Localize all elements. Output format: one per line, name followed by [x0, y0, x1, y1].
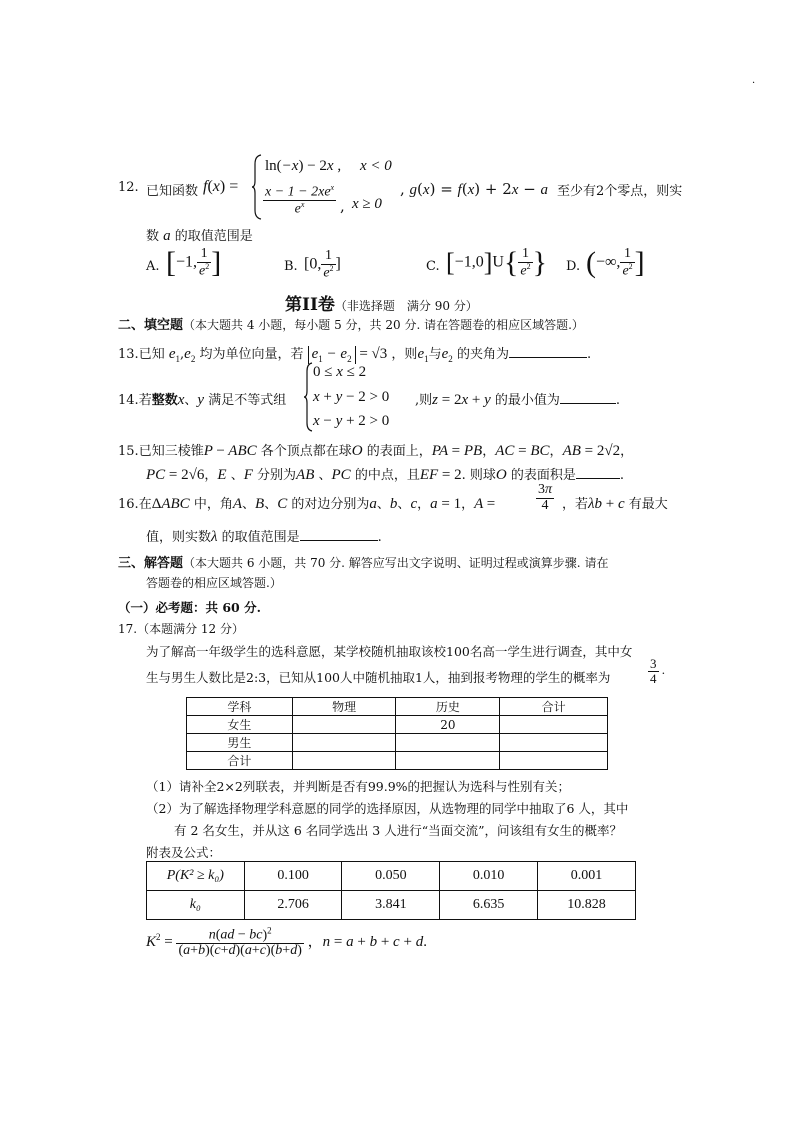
q14-ineq3: x − y + 2 > 0: [313, 413, 390, 429]
section-3-desc: （本大题共 6 小题，共 70 分. 解答应写出文字说明、证明过程或演算步骤. 请在: [183, 556, 609, 570]
q12-piece1: ln(−x) − 2x ,: [265, 158, 342, 174]
table-header-cell: 物理: [292, 698, 396, 716]
critical-value-row: [147, 891, 636, 920]
row-label-cell: 女生: [187, 716, 293, 734]
section-2-label: 二、填空题: [118, 318, 184, 333]
q12-option-d: (−∞, $\frac{1}{e^2}$ ]: [586, 245, 645, 279]
table-cell: [396, 752, 500, 770]
q12-option-a: [−1, $\frac{1}{e^2}$ ]: [166, 245, 222, 279]
header-mark: ·: [752, 78, 756, 89]
q12-number: 12.: [118, 180, 139, 195]
table-cell: 0.001: [538, 862, 636, 891]
part2-subtitle: （非选择题 满分 90 分）: [334, 299, 478, 313]
table-cell: 6.635: [440, 891, 538, 920]
q17-sub2a: （2）为了解选择物理学科意愿的同学的选择原因，从选物理的同学中抽取了6 人，其中: [146, 801, 629, 816]
q12-option-b: [0, $\frac{1}{e^2}$ ]: [304, 248, 341, 281]
q13-text3: ，则: [391, 347, 418, 362]
q12-option-b-label: B.: [284, 259, 298, 274]
section-2-desc: （本大题共 4 小题，每小题 5 分，共 20 分. 请在答题卷的相应区域答题.）: [183, 318, 584, 332]
q12-option-c: [−1,0]U{ $\frac{1}{e^2}$ }: [446, 245, 547, 279]
q16-line2: 值，则实数λ 的取值范围是 .: [146, 529, 382, 545]
q13-answer-blank[interactable]: [509, 357, 587, 358]
table-cell: [500, 716, 608, 734]
part2-title: 第II卷: [285, 295, 335, 315]
table-cell: [500, 734, 608, 752]
q13-text2: 均为单位向量，若: [199, 347, 304, 362]
table-cell: [292, 734, 396, 752]
row-label-cell: 合计: [187, 752, 293, 770]
q12-brace-icon: [251, 154, 263, 220]
required-heading: （一）必考题：共 60 分.: [118, 600, 261, 615]
table-cell: [292, 716, 396, 734]
q14-ineq2: x + y − 2 > 0: [313, 389, 390, 405]
q13-text4: 与: [428, 347, 442, 362]
section-3-header: [118, 552, 608, 571]
q17-sub1: （1）请补全2×2列联表，并判断是否有99.9%的把握认为选科与性别有关；: [146, 779, 571, 794]
section-3-label: 三、解答题: [118, 556, 184, 571]
q14-ineq1: 0 ≤ x ≤ 2: [313, 364, 367, 380]
question-13: 13.已知 $e_1,e_2$ 均为单位向量，若 $e_1 - e_2 = √3$ ，则$e_1$与$e_2$ 的夹角为 .: [118, 346, 592, 364]
table-row-head: k₀: [147, 891, 245, 920]
row-label-cell: 男生: [187, 734, 293, 752]
table-cell: 10.828: [538, 891, 636, 920]
table-row: [187, 752, 608, 770]
q14-answer-blank[interactable]: [560, 403, 616, 404]
q13-text5: 的夹角为: [456, 347, 509, 362]
q17-para2: 生与男生人数比是2:3，已知从100人中随机抽取1人，抽到报考物理的学生的概率为: [146, 670, 611, 685]
k2-formula: $K^2$ = $\frac{n(ad - bc)^2}{(a+b)(c+d)(a+c)(b+d)}$ ，n = a + b + c + d.: [146, 925, 427, 959]
q12-option-a-label: A.: [146, 259, 160, 274]
q14-intro: 14.若整数x、y 满足不等式组: [118, 392, 287, 408]
q16-angle-frac: $\frac{3\pi}{4}$: [538, 482, 553, 513]
q12-piece2-cond: x ≥ 0: [352, 196, 382, 212]
q15-line1: 15.已知三棱锥P − ABC 各个顶点都在球O 的表面上，PA = PB，AC = BC，AB = 2√2，: [118, 443, 634, 459]
q17-sub2b: 有 2 名女生，并从这 6 名同学选出 3 人进行“当面交流”，问该组有女生的概率？: [174, 823, 622, 838]
q12-line2: 数 a 的取值范围是: [146, 228, 253, 244]
section-3-desc2: 答题卷的相应区域答题.）: [146, 576, 282, 590]
q17-para1: 为了解高一年级学生的选科意愿，某学校随机抽取该校100名高一学生进行调查，其中女: [146, 644, 633, 659]
critical-value-table: [146, 861, 636, 920]
table-cell: 0.050: [342, 862, 440, 891]
q12-gx: , g(x) = f(x) + 2x − a: [400, 180, 549, 198]
contingency-table: [186, 697, 608, 770]
q14-tail: ,则z = 2x + y 的最小值为 .: [415, 392, 621, 408]
q16-line1: 16.在ΔABC 中，角A、B、C 的对边分别为a、b、c，a = 1，A =: [118, 496, 496, 512]
q12-fx: f(x) =: [203, 178, 239, 195]
q17-header: 17.（本题满分 12 分）: [118, 622, 244, 636]
q12-option-c-label: C.: [426, 259, 440, 274]
table-cell: 0.010: [440, 862, 538, 891]
q17-prob-frac: $\frac{3}{4}$ .: [650, 656, 665, 686]
table-cell: [396, 734, 500, 752]
q12-after: 至少有2个零点，则实: [557, 184, 683, 199]
probability-row: [147, 862, 636, 891]
table-cell: 3.841: [342, 891, 440, 920]
table-row-head: P(K² ≥ k₀): [147, 862, 245, 891]
q15-answer-blank[interactable]: [576, 478, 620, 479]
table-header-cell: 历史: [396, 698, 500, 716]
q17-appendix: 附表及公式：: [146, 845, 222, 860]
q14-brace-icon: [303, 362, 313, 432]
table-header-cell: 学科: [187, 698, 293, 716]
q12-piece2: $\frac{x - 1 - 2xe^x}{e^x}$: [265, 183, 335, 217]
table-cell: [292, 752, 396, 770]
table-header-cell: 合计: [500, 698, 608, 716]
q12-option-d-label: D.: [566, 259, 581, 274]
table-cell: [500, 752, 608, 770]
part2-heading: [285, 290, 478, 315]
table-row: [187, 716, 608, 734]
table-header-row: [187, 698, 608, 716]
q13-number: 13.: [118, 347, 139, 362]
table-row: [187, 734, 608, 752]
q12-piece1-cond: x < 0: [360, 158, 392, 174]
q12-intro: 已知函数: [146, 184, 199, 199]
table-cell: 20: [396, 716, 500, 734]
q16-line1-tail: ，若λb + c 有最大: [562, 496, 668, 512]
table-cell: 2.706: [244, 891, 342, 920]
table-cell: 0.100: [244, 862, 342, 891]
q16-answer-blank[interactable]: [300, 540, 378, 541]
q15-line2: PC = 2√6，E 、F 分别为AB 、PC 的中点，且EF = 2. 则球O 的表面积是 .: [146, 467, 625, 483]
section-2-header: [118, 314, 584, 333]
q13-text1: 已知: [138, 347, 165, 362]
